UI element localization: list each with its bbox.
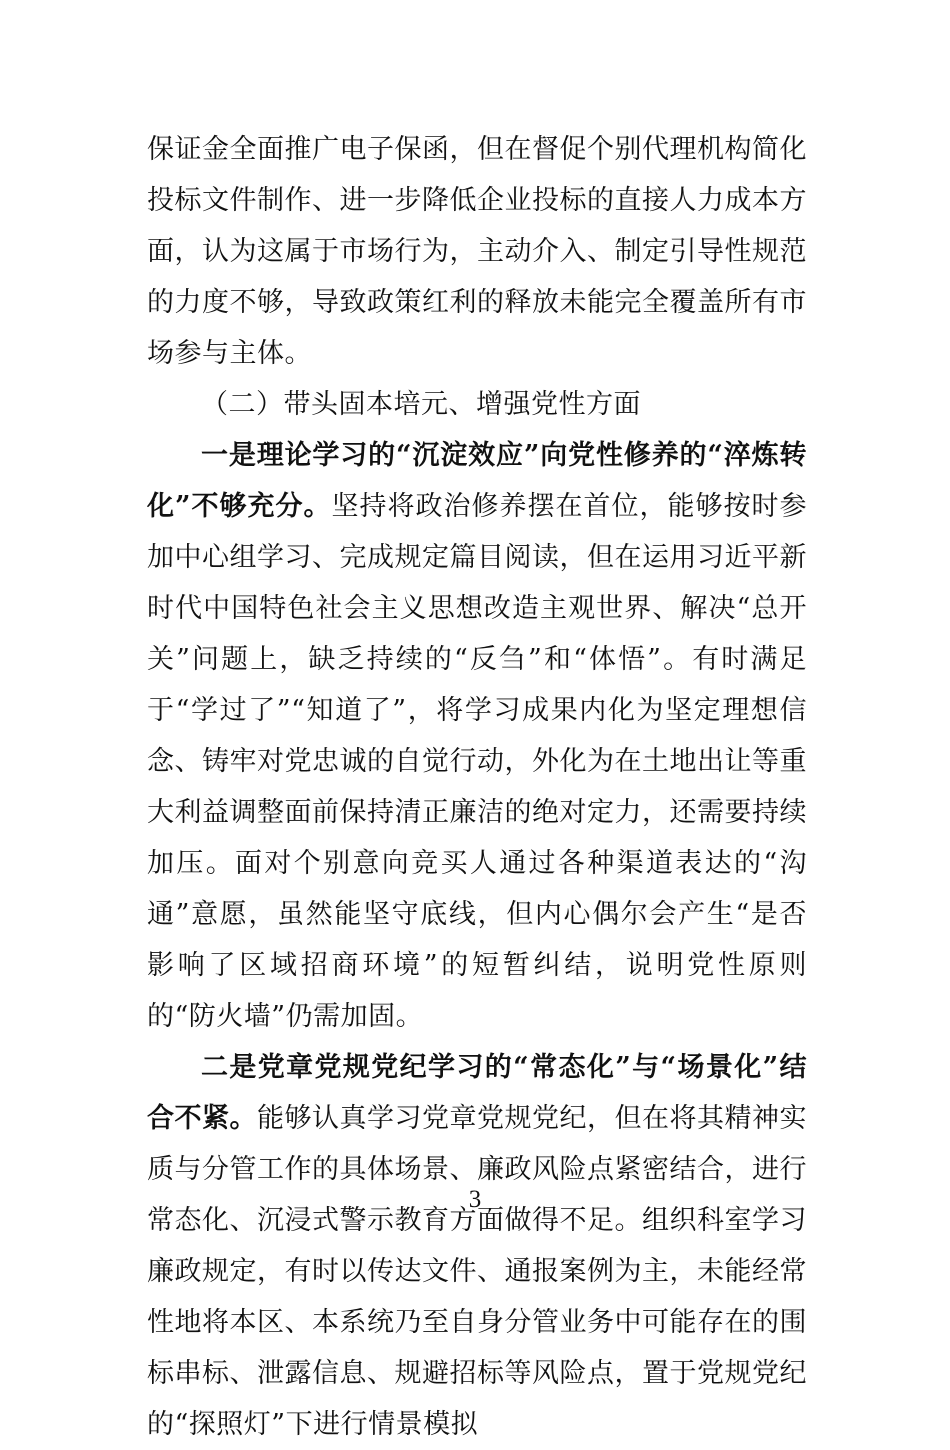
paragraph-continuation: 保证金全面推广电子保函，但在督促个别代理机构简化投标文件制作、进一步降低企业投标的直接人力成本方面，认为这属于市场行为，主动介入、制定引导性规范的力度不够，导致政策红利的释放未能完全覆盖所有市场参与主体。	[147, 134, 807, 369]
paragraph-lead-bold: 二是党章党规党纪学习的“常态化”与“场景化”结合不紧。	[147, 1052, 807, 1134]
page-number: 3	[468, 1186, 482, 1213]
paragraph-text: 坚持将政治修养摆在首位，能够按时参加中心组学习、完成规定篇目阅读，但在运用习近平新时代中国特色社会主义思想改造主观世界、解决“总开关”问题上，缺乏持续的“反刍”和“体悟”。有时满足于“学过了”“知道了”，将学习成果内化为坚定理想信念、铸牢对党忠诚的自觉行动，外化为在土地出让等重大利益调整面前保持清正廉洁的绝对定力，还需要持续加压。面对个别意向竞买人通过各种渠道表达的“沟通”意愿，虽然能坚守底线，但内心偶尔会产生“是否影响了区域招商环境”的短暂纠结，说明党性原则的“防火墙”仍需加固。	[147, 491, 808, 1032]
paragraph-theory-study	[147, 430, 807, 1042]
document-body	[147, 124, 807, 1450]
section-heading: （二）带头固本培元、增强党性方面	[201, 389, 641, 420]
paragraph-text: 能够认真学习党章党规党纪，但在将其精神实质与分管工作的具体场景、廉政风险点紧密结合，进行常态化、沉浸式警示教育方面做得不足。组织科室学习廉政规定，有时以传达文件、通报案例为主，未能经常性地将本区、本系统乃至自身分管业务中可能存在的围标串标、泄露信息、规避招标等风险点，置于党规党纪的“探照灯”下进行情景模拟	[147, 1103, 807, 1440]
paragraph-party-rules-study	[147, 1042, 807, 1450]
paragraph-lead-bold: 一是理论学习的“沉淀效应”向党性修养的“淬炼转化”不够充分。	[147, 440, 807, 522]
